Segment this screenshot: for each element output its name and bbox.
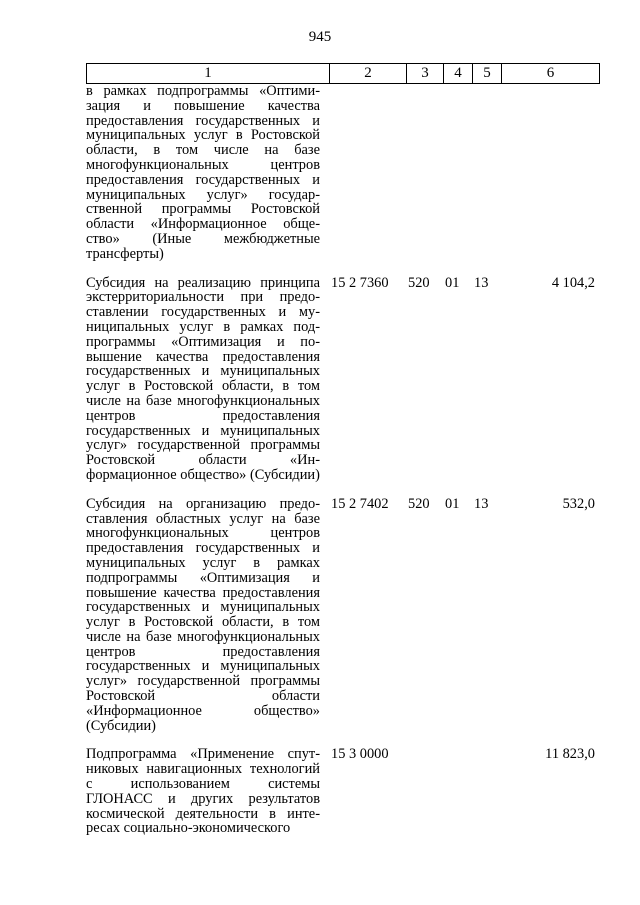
table-row xyxy=(86,84,599,262)
row-subsection: 13 xyxy=(474,495,489,512)
table-row xyxy=(86,276,599,483)
row-expense-type: 520 xyxy=(408,495,430,512)
row-amount: 11 823,0 xyxy=(545,746,595,763)
budget-rows xyxy=(86,84,599,850)
row-subsection: 13 xyxy=(474,274,489,291)
row-description: Субсидия на реализацию принципа экстерриториальности при предоставлении государственных и муниципальных услуг в рамках подпрограммы «Оптимизация и повышение качества предоставления государственных и муниципальных услуг в Ростовской области, в том числе на базе многофункциональных центров предоставления государственных и муниципальных услуг» государственной программы Ростовской области «Информационное общество» (Субсидии) xyxy=(86,274,320,483)
column-header-table xyxy=(86,63,600,84)
column-header-1: 1 xyxy=(87,64,330,84)
row-expense-type: 520 xyxy=(408,274,430,291)
row-target-code: 15 2 7360 xyxy=(331,274,389,291)
row-description: Субсидия на организацию предоставления областных услуг на базе многофункциональных центров предоставления государственных и муниципальных услуг в рамках подпрограммы «Оптимизация и повышение качества предоставления государственных и муниципальных услуг в Ростовской области, в том числе на базе многофункциональных центров предоставления государственных и муниципальных услуг» государственной программы Ростовской области «Информационное общество» (Субсидии) xyxy=(86,495,320,734)
row-description: в рамках подпрограммы «Оптимизация и повышение качества предоставления государственных и муниципальных услуг в Ростовской области, в том числе на базе многофункциональных центров предоставления государственных и муниципальных услуг» государственной программы Ростовской области «Информационное общество» (Иные межбюджетные трансферты) xyxy=(86,83,320,262)
column-header-2: 2 xyxy=(330,64,407,84)
column-header-6: 6 xyxy=(502,64,600,84)
row-amount: 532,0 xyxy=(562,495,595,512)
column-header-3: 3 xyxy=(407,64,444,84)
table-row xyxy=(86,497,599,734)
column-header-row xyxy=(87,64,600,84)
page-number: 945 xyxy=(308,29,332,45)
column-header-5: 5 xyxy=(473,64,502,84)
column-header-4: 4 xyxy=(444,64,473,84)
row-section: 01 xyxy=(445,495,460,512)
row-amount: 4 104,2 xyxy=(551,274,595,291)
row-target-code: 15 3 0000 xyxy=(331,746,389,763)
table-row xyxy=(86,747,599,836)
row-target-code: 15 2 7402 xyxy=(331,495,389,512)
row-section: 01 xyxy=(445,274,460,291)
row-description: Подпрограмма «Применение спутниковых навигационных технологий с использованием системы ГЛОНАСС и других результатов космической деятельности в интересах социально-экономического xyxy=(86,746,320,837)
